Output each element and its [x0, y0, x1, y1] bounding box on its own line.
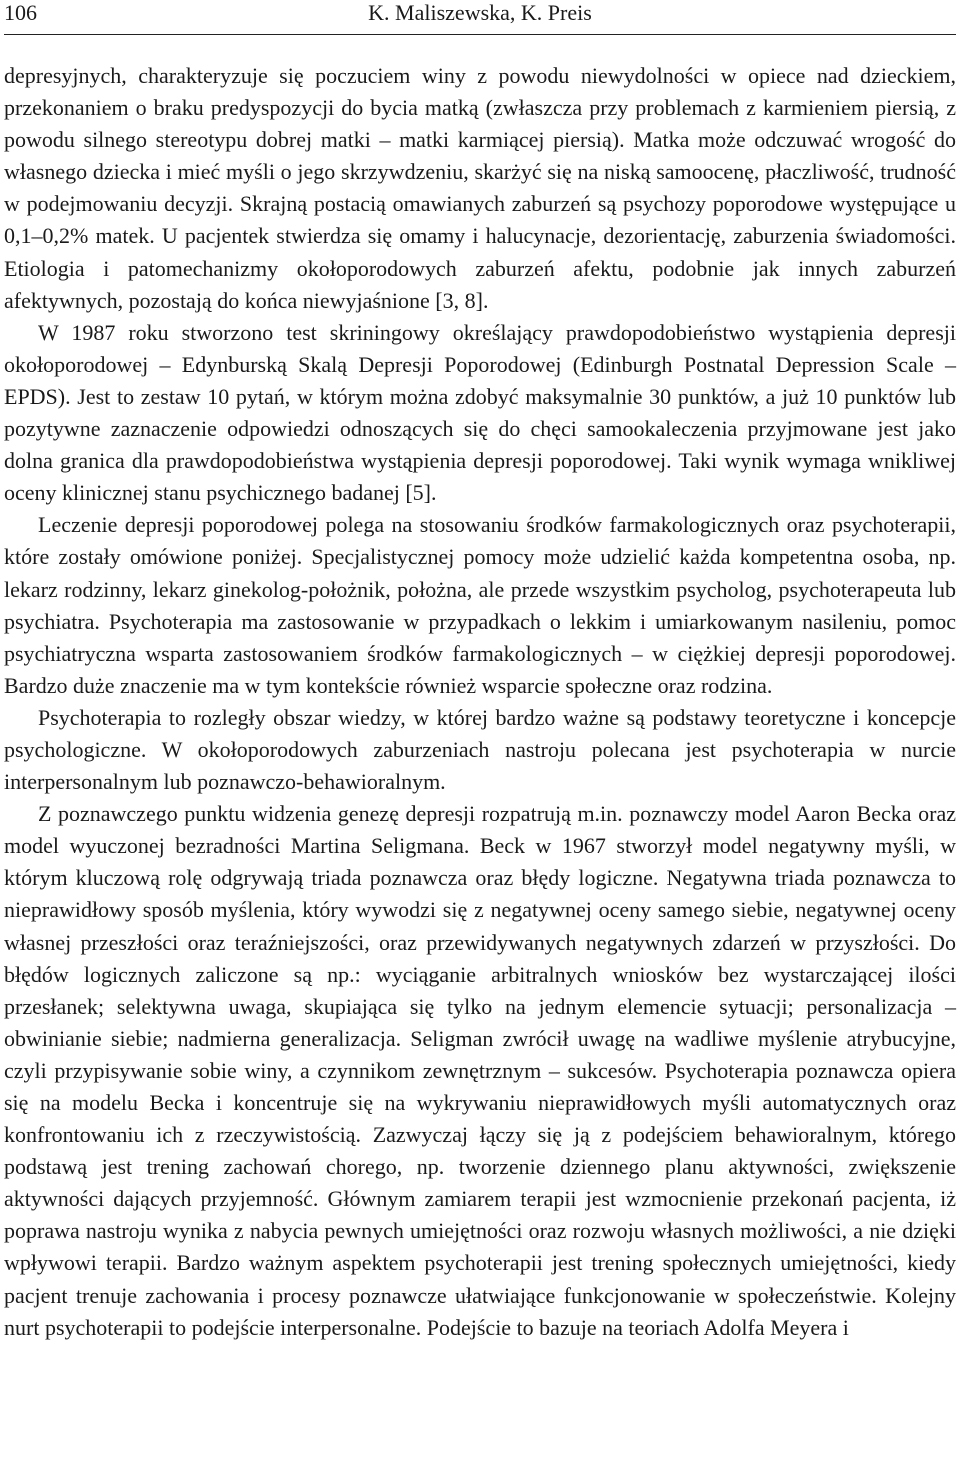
header-rule	[4, 34, 956, 35]
paragraph-treatment: Leczenie depresji poporodowej polega na stosowaniu środków farmakologicznych oraz psychoterapii, które zostały omówione poniżej. Specjalistycznej pomocy może udzielić każda kompetentna osoba, np. lekarz rodzinny, lekarz ginekolog-położnik, położna, ale przede wszystkim psycholog, psychoterapeuta lub psychiatra. Psychoterapia ma zastosowanie w przypadkach o lekkim i umiarkowanym nasileniu, pomoc psychiatryczna wsparta zastosowaniem środków farmakologicznych – w ciężkiej depresji poporodowej. Bardzo duże znaczenie ma w tym kontekście również wsparcie społeczne oraz rodzina.	[4, 512, 956, 698]
paragraph-continuation: depresyjnych, charakteryzuje się poczuciem winy z powodu niewydolności w opiece nad dzieckiem, przekonaniem o braku predyspozycji do bycia matką (zwłaszcza przy problemach z karmieniem piersią, z powodu silnego stereotypu dobrej matki – matki karmiącej piersią). Matka może odczuwać wrogość do własnego dziecka i mieć myśli o jego skrzywdzeniu, skarżyć się na niską samoocenę, płaczliwość, trudność w podejmowaniu decyzji. Skrajną postacią omawianych zaburzeń są psychozy poporodowe występujące u 0,1–0,2% matek. U pacjentek stwierdza się omamy i halucynacje, dezorientację, zaburzenia świadomości. Etiologia i patomechanizmy okołoporodowych zaburzeń afektu, podobnie jak innych zaburzeń afektywnych, pozostają do końca niewyjaśnione [3, 8].	[4, 63, 956, 313]
running-header	[4, 0, 956, 38]
paragraph-psychotherapy: Psychoterapia to rozległy obszar wiedzy, w której bardzo ważne są podstawy teoretyczne i koncepcje psychologiczne. W okołoporodowych zaburzeniach nastroju polecana jest psychoterapia w nurcie interpersonalnym lub poznawczo-behawioralnym.	[4, 704, 956, 795]
page-number: 106	[4, 0, 37, 25]
body-text	[4, 38, 956, 1344]
paragraph-cognitive-model: Z poznawczego punktu widzenia genezę depresji rozpatrują m.in. poznawczy model Aaron Becka oraz model wyuczonej bezradności Martina Seligmana. Beck w 1967 stworzył model negatywny myśli, w którym kluczową rolę odgrywają triada poznawcza oraz błędy logiczne. Negatywna triada poznawcza to nieprawidłowy sposób myślenia, który wywodzi się z negatywnej oceny samego siebie, negatywnej oceny własnej przeszłości oraz teraźniejszości, oraz przewidywanych negatywnych zdarzeń w przyszłości. Do błędów logicznych zaliczone są np.: wyciąganie arbitralnych wniosków bez wystarczającej ilości przesłanek; selektywna uwaga, skupiająca się tylko na jednym elemencie sytuacji; personalizacja – obwinianie siebie; nadmierna generalizacja. Seligman zwrócił uwagę na wadliwe myślenie atrybucyjne, czyli przypisywanie sobie winy, a czynnikom zewnętrznym – sukcesów. Psychoterapia poznawcza opiera się na modelu Becka i koncentruje się na wykrywaniu nieprawidłowych myśli automatycznych oraz konfrontowaniu ich z rzeczywistością. Zazwyczaj łączy się ją z podejściem behawioralnym, którego podstawą jest trening zachowań chorego, np. tworzenie dziennego planu aktywności, zwiększenie aktywności dających przyjemność. Głównym zamiarem terapii jest wzmocnienie przekonań pacjenta, iż poprawa nastroju wynika z nabycia pewnych umiejętności oraz rozwoju własnych możliwości, a nie dzięki wpływowi terapii. Bardzo ważnym aspektem psychoterapii jest trening społecznych umiejętności, kiedy pacjent trenuje zachowania i procesy poznawcze ułatwiające funkcjonowanie w społeczeństwie. Kolejny nurt psychoterapii to podejście interpersonalne. Podejście to bazuje na teoriach Adolfa Meyera i	[4, 801, 956, 1340]
paragraph-epds: W 1987 roku stworzono test skriningowy określający prawdopodobieństwo wystąpienia depresji okołoporodowej – Edynburską Skalą Depresji Poporodowej (Edinburgh Postnatal Depression Scale – EPDS). Jest to zestaw 10 pytań, w którym można zdobyć maksymalnie 30 punktów, a już 10 punktów lub pozytywne zaznaczenie odpowiedzi odnoszących się do chęci samookaleczenia przyjmowane jest jako dolna granica dla prawdopodobieństwa wystąpienia depresji poporodowej. Taki wynik wymaga wnikliwej oceny klinicznej stanu psychicznego badanej [5].	[4, 319, 956, 506]
document-page	[4, 0, 956, 1344]
running-title: K. Maliszewska, K. Preis	[368, 0, 592, 25]
